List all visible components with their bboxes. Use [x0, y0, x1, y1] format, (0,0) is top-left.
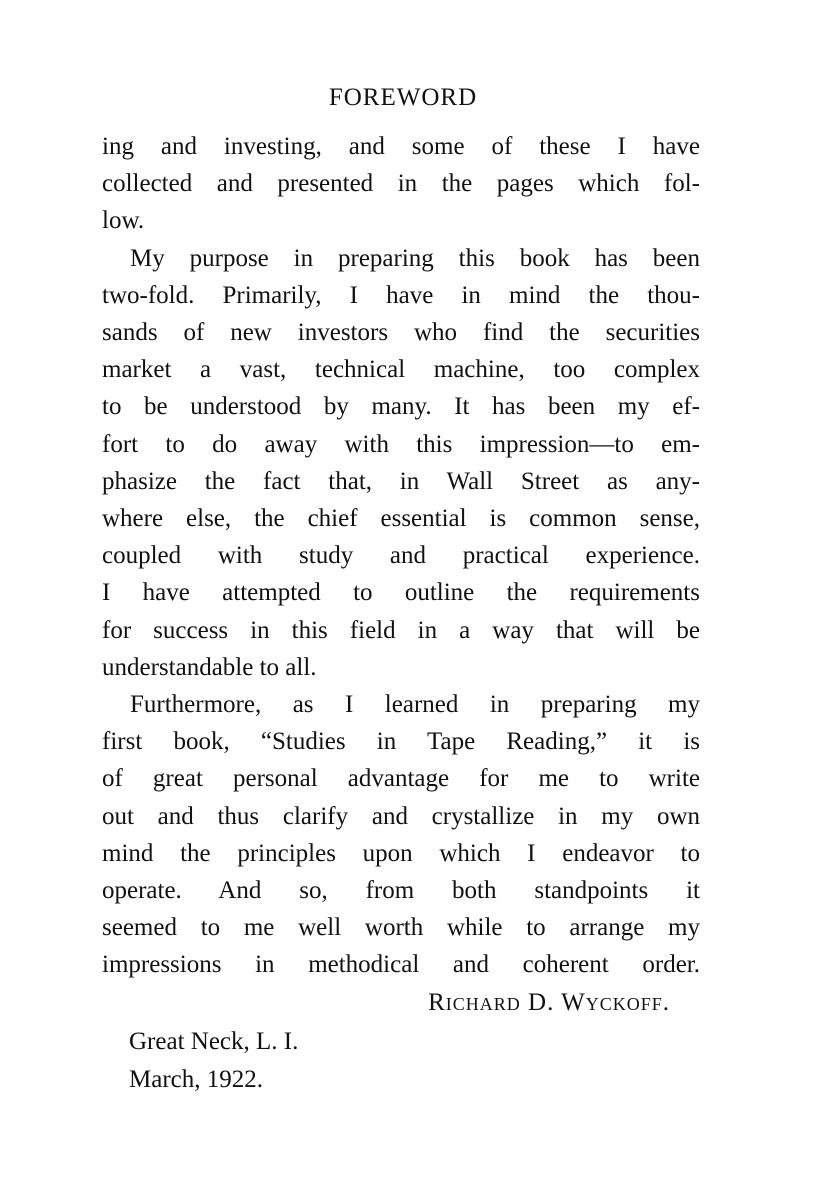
text-line: fort to do away with this impression—to em- [102, 430, 700, 458]
text-line: collected and presented in the pages which fol- [102, 170, 700, 198]
text-line: where else, the chief essential is common sense, [102, 505, 700, 533]
text-line: seemed to me well worth while to arrange my [102, 914, 700, 942]
page-heading: FOREWORD [328, 84, 478, 111]
paragraph-2 [102, 240, 700, 686]
paragraph-1 [102, 128, 700, 240]
paragraph-3 [102, 686, 700, 984]
text-line: first book, “Studies in Tape Reading,” it is [102, 728, 700, 756]
text-line: operate. And so, from both standpoints it [102, 877, 700, 905]
text-line: coupled with study and practical experience. [102, 542, 700, 570]
text-line: understandable to all. [102, 653, 317, 681]
text-line: of great personal advantage for me to write [102, 765, 700, 793]
text-line: Furthermore, as I learned in preparing my [130, 691, 700, 719]
page [102, 84, 700, 1099]
text-line: to be understood by many. It has been my ef- [102, 393, 700, 421]
text-line: My purpose in preparing this book has been [130, 244, 700, 272]
text-line: sands of new investors who find the securities [102, 319, 700, 347]
text-line: phasize the fact that, in Wall Street as any- [102, 467, 700, 495]
text-line: impressions in methodical and coherent order. [102, 951, 700, 979]
text-line: for success in this field in a way that will be [102, 616, 700, 644]
text-line: ing and investing, and some of these I have [102, 133, 700, 160]
text-line: market a vast, technical machine, too complex [102, 356, 700, 384]
place-and-date [102, 1023, 700, 1099]
text-line: mind the principles upon which I endeavor to [102, 839, 700, 867]
text-line: out and thus clarify and crystallize in my own [102, 802, 700, 830]
location: Great Neck, L. I. [129, 1027, 299, 1055]
text-line: two-fold. Primarily, I have in mind the thou- [102, 281, 700, 309]
author-name: Richard D. Wyckoff. [428, 988, 670, 1016]
foreword-body [102, 128, 700, 984]
date: March, 1922. [129, 1065, 263, 1093]
author-signature [102, 984, 700, 1021]
text-line: I have attempted to outline the requirements [102, 579, 700, 607]
text-line: low. [102, 207, 145, 235]
